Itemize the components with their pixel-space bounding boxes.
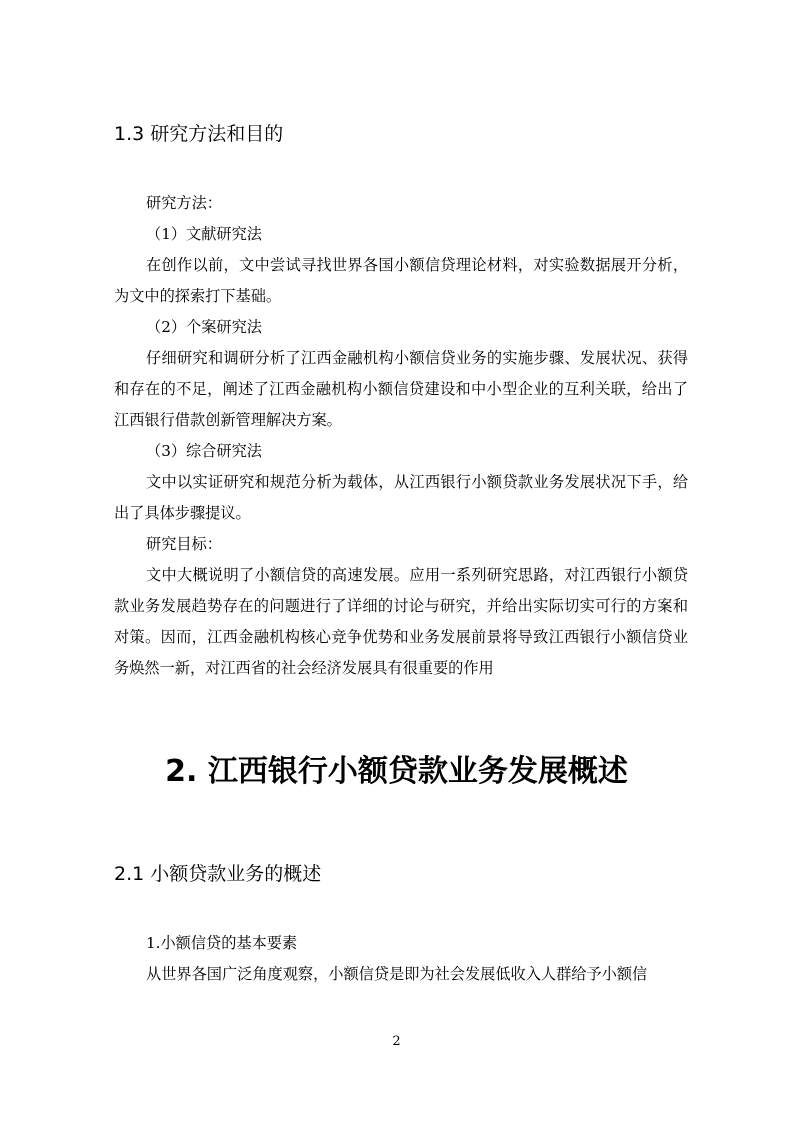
paragraph-method-1-body: 在创作以前，文中尝试寻找世界各国小额信贷理论材料，对实验数据展开分析，为文中的探索打下基础。: [114, 256, 688, 305]
chapter-heading-2: 2. 江西银行小额贷款业务发展概述: [165, 754, 628, 789]
paragraph-method-2-body: 仔细研究和调研分析了江西金融机构小额信贷业务的实施步骤、发展状况、获得和存在的不足，阐述了江西金融机构小额信贷建设和中小型企业的互利关联，给出了江西银行借款创新管理解决方案。: [114, 349, 688, 429]
paragraph-method-1-title: （1）文献研究法: [146, 225, 262, 243]
paragraph-goal-label: 研究目标：: [146, 535, 222, 553]
page-number: 2: [392, 1034, 401, 1049]
section-1-3-body: [114, 188, 688, 684]
paragraph-method-2-title: （2）个案研究法: [146, 318, 262, 336]
section-heading-2-1: 2.1 小额贷款业务的概述: [114, 863, 322, 885]
paragraph-method-3-body: 文中以实证研究和规范分析为载体，从江西银行小额贷款业务发展状况下手，给出了具体步骤提议。: [114, 473, 688, 522]
section-heading-1-3: 1.3 研究方法和目的: [114, 123, 284, 145]
paragraph-basic-elements-title: 1.小额信贷的基本要素: [146, 934, 298, 952]
paragraph-goal-body: 文中大概说明了小额信贷的高速发展。应用一系列研究思路，对江西银行小额贷款业务发展趋势存在的问题进行了详细的讨论与研究，并给出实际切实可行的方案和对策。因而，江西金融机构核心竞争优势和业务发展前景将导致江西银行小额信贷业务焕然一新，对江西省的社会经济发展具有很重要的作用: [114, 566, 688, 677]
paragraph-method-3-title: （3）综合研究法: [146, 442, 262, 460]
paragraph-methods-label: 研究方法：: [146, 194, 222, 212]
paragraph-basic-elements-body: 从世界各国广泛角度观察，小额信贷是即为社会发展低收入人群给予小额信: [146, 965, 648, 983]
section-2-1-body: [114, 928, 688, 990]
